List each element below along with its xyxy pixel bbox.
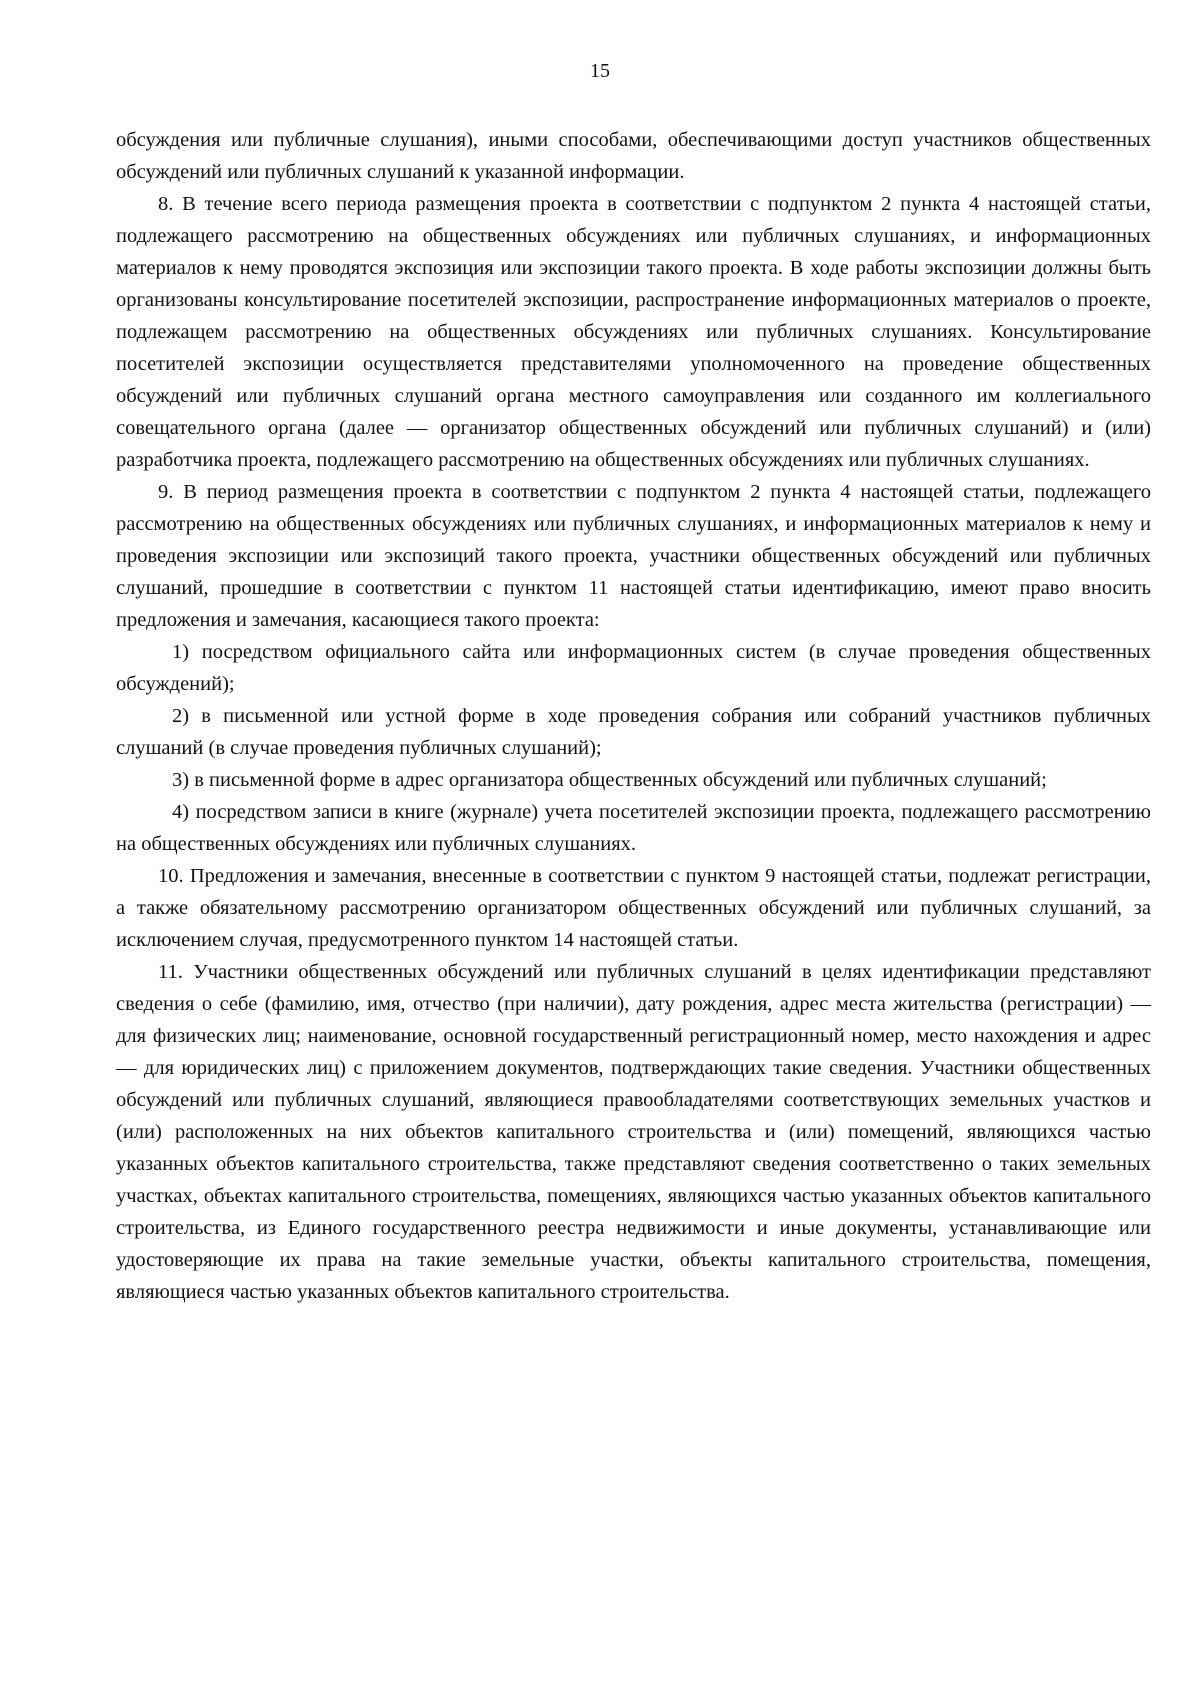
page-number: 15 (590, 60, 610, 82)
subitem-9-3: 3) в письменной форме в адрес организатора общественных обсуждений или публичных слушаний; (172, 769, 1047, 791)
subitem-9-1: 1) посредством официального сайта или информационных систем (в случае проведения общественных обсуждений); (116, 641, 1151, 695)
paragraph-item-8: 8. В течение всего периода размещения проекта в соответствии с подпунктом 2 пункта 4 настоящей статьи, подлежащего рассмотрению на общественных обсуждениях или публичных слушаниях, и информационных материалов к нему проводятся экспозиция или экспозиции такого проекта. В ходе работы экспозиции должны быть организованы консультирование посетителей экспозиции, распространение информационных материалов о проекте, подлежащем рассмотрению на общественных обсуждениях или публичных слушаниях. Консультирование посетителей экспозиции осуществляется представителями уполномоченного на проведение общественных обсуждений или публичных слушаний органа местного самоуправления или созданного им коллегиального совещательного органа (далее — организатор общественных обсуждений или публичных слушаний) и (или) разработчика проекта, подлежащего рассмотрению на общественных обсуждениях или публичных слушаниях. (116, 193, 1151, 471)
document-body (116, 124, 1151, 1308)
subitem-9-4: 4) посредством записи в книге (журнале) учета посетителей экспозиции проекта, подлежащего рассмотрению на общественных обсуждениях или публичных слушаниях. (116, 801, 1151, 855)
paragraph-item-10: 10. Предложения и замечания, внесенные в соответствии с пунктом 9 настоящей статьи, подлежат регистрации, а также обязательному рассмотрению организатором общественных обсуждений или публичных слушаний, за исключением случая, предусмотренного пунктом 14 настоящей статьи. (116, 865, 1151, 951)
paragraph-continuation: обсуждения или публичные слушания), иными способами, обеспечивающими доступ участников общественных обсуждений или публичных слушаний к указанной информации. (116, 129, 1151, 183)
paragraph-item-9: 9. В период размещения проекта в соответствии с подпунктом 2 пункта 4 настоящей статьи, подлежащего рассмотрению на общественных обсуждениях или публичных слушаниях, и информационных материалов к нему и проведения экспозиции или экспозиций такого проекта, участники общественных обсуждений или публичных слушаний, прошедшие в соответствии с пунктом 11 настоящей статьи идентификацию, имеют право вносить предложения и замечания, касающиеся такого проекта: (116, 481, 1151, 631)
paragraph-item-11: 11. Участники общественных обсуждений или публичных слушаний в целях идентификации представляют сведения о себе (фамилию, имя, отчество (при наличии), дату рождения, адрес места жительства (регистрации) — для физических лиц; наименование, основной государственный регистрационный номер, место нахождения и адрес — для юридических лиц) с приложением документов, подтверждающих такие сведения. Участники общественных обсуждений или публичных слушаний, являющиеся правообладателями соответствующих земельных участков и (или) расположенных на них объектов капитального строительства и (или) помещений, являющихся частью указанных объектов капитального строительства, также представляют сведения соответственно о таких земельных участках, объектах капитального строительства, помещениях, являющихся частью указанных объектов капитального строительства, из Единого государственного реестра недвижимости и иные документы, устанавливающие или удостоверяющие их права на такие земельные участки, объекты капитального строительства, помещения, являющиеся частью указанных объектов капитального строительства. (116, 961, 1151, 1303)
subitem-9-2: 2) в письменной или устной форме в ходе проведения собрания или собраний участников публичных слушаний (в случае проведения публичных слушаний); (116, 705, 1151, 759)
